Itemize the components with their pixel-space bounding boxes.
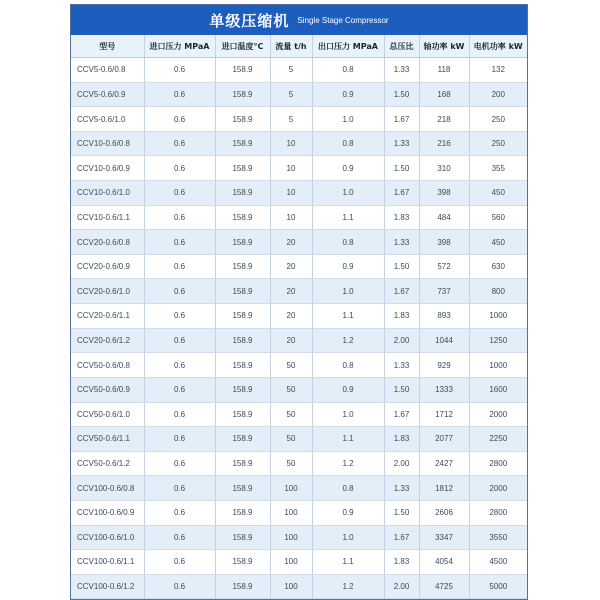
table-row [71, 328, 527, 353]
inlet-temp-cell: 158.9 [215, 156, 270, 181]
flow-cell: 20 [270, 230, 312, 255]
inlet-pressure-cell: 0.6 [144, 402, 215, 427]
model-cell: CCV20-0.6/1.2 [71, 328, 144, 353]
outlet-pressure-cell: 1.1 [312, 205, 384, 230]
pressure-ratio-cell: 1.83 [384, 304, 419, 329]
inlet-temp-cell: 158.9 [215, 550, 270, 575]
col-header-model: 型号 [71, 35, 144, 58]
col-header-inlet-pressure: 进口压力 MPaA [144, 35, 215, 58]
inlet-pressure-cell: 0.6 [144, 131, 215, 156]
shaft-power-cell: 737 [419, 279, 469, 304]
col-header-flow: 流量 t/h [270, 35, 312, 58]
model-cell: CCV10-0.6/1.0 [71, 181, 144, 206]
inlet-temp-cell: 158.9 [215, 230, 270, 255]
shaft-power-cell: 3347 [419, 525, 469, 550]
flow-cell: 50 [270, 377, 312, 402]
model-cell: CCV100-0.6/1.2 [71, 574, 144, 599]
outlet-pressure-cell: 1.2 [312, 574, 384, 599]
model-cell: CCV100-0.6/1.1 [71, 550, 144, 575]
outlet-pressure-cell: 0.9 [312, 254, 384, 279]
flow-cell: 10 [270, 131, 312, 156]
inlet-temp-cell: 158.9 [215, 500, 270, 525]
table-row [71, 451, 527, 476]
shaft-power-cell: 118 [419, 58, 469, 83]
inlet-temp-cell: 158.9 [215, 328, 270, 353]
motor-power-cell: 450 [469, 181, 527, 206]
pressure-ratio-cell: 1.50 [384, 156, 419, 181]
pressure-ratio-cell: 1.83 [384, 550, 419, 575]
motor-power-cell: 1600 [469, 377, 527, 402]
shaft-power-cell: 2077 [419, 427, 469, 452]
motor-power-cell: 630 [469, 254, 527, 279]
outlet-pressure-cell: 0.9 [312, 156, 384, 181]
shaft-power-cell: 216 [419, 131, 469, 156]
flow-cell: 50 [270, 353, 312, 378]
shaft-power-cell: 168 [419, 82, 469, 107]
table-row [71, 254, 527, 279]
motor-power-cell: 2000 [469, 476, 527, 501]
spec-sheet [70, 4, 528, 600]
model-cell: CCV20-0.6/0.9 [71, 254, 144, 279]
inlet-pressure-cell: 0.6 [144, 525, 215, 550]
outlet-pressure-cell: 1.1 [312, 427, 384, 452]
model-cell: CCV100-0.6/0.8 [71, 476, 144, 501]
inlet-pressure-cell: 0.6 [144, 107, 215, 132]
flow-cell: 20 [270, 304, 312, 329]
flow-cell: 5 [270, 58, 312, 83]
model-cell: CCV10-0.6/0.8 [71, 131, 144, 156]
flow-cell: 50 [270, 427, 312, 452]
table-row [71, 279, 527, 304]
title-en: Single Stage Compressor [297, 15, 389, 25]
flow-cell: 10 [270, 205, 312, 230]
motor-power-cell: 450 [469, 230, 527, 255]
table-row [71, 230, 527, 255]
inlet-temp-cell: 158.9 [215, 304, 270, 329]
motor-power-cell: 3550 [469, 525, 527, 550]
table-row [71, 574, 527, 599]
shaft-power-cell: 1812 [419, 476, 469, 501]
inlet-temp-cell: 158.9 [215, 427, 270, 452]
model-cell: CCV100-0.6/1.0 [71, 525, 144, 550]
inlet-pressure-cell: 0.6 [144, 427, 215, 452]
col-header-shaft-power: 轴功率 kW [419, 35, 469, 58]
motor-power-cell: 2250 [469, 427, 527, 452]
outlet-pressure-cell: 1.0 [312, 107, 384, 132]
inlet-pressure-cell: 0.6 [144, 574, 215, 599]
inlet-temp-cell: 158.9 [215, 525, 270, 550]
inlet-pressure-cell: 0.6 [144, 328, 215, 353]
pressure-ratio-cell: 1.67 [384, 181, 419, 206]
outlet-pressure-cell: 0.9 [312, 500, 384, 525]
pressure-ratio-cell: 1.33 [384, 476, 419, 501]
outlet-pressure-cell: 0.8 [312, 476, 384, 501]
model-cell: CCV50-0.6/1.2 [71, 451, 144, 476]
flow-cell: 100 [270, 476, 312, 501]
motor-power-cell: 250 [469, 107, 527, 132]
model-cell: CCV5-0.6/1.0 [71, 107, 144, 132]
inlet-temp-cell: 158.9 [215, 402, 270, 427]
shaft-power-cell: 398 [419, 181, 469, 206]
inlet-temp-cell: 158.9 [215, 181, 270, 206]
flow-cell: 20 [270, 279, 312, 304]
outlet-pressure-cell: 0.9 [312, 377, 384, 402]
motor-power-cell: 1000 [469, 304, 527, 329]
motor-power-cell: 2800 [469, 451, 527, 476]
model-cell: CCV50-0.6/0.9 [71, 377, 144, 402]
shaft-power-cell: 4054 [419, 550, 469, 575]
motor-power-cell: 2800 [469, 500, 527, 525]
model-cell: CCV10-0.6/0.9 [71, 156, 144, 181]
outlet-pressure-cell: 1.1 [312, 304, 384, 329]
title-bar [71, 5, 527, 35]
inlet-pressure-cell: 0.6 [144, 181, 215, 206]
table-body [71, 58, 527, 599]
shaft-power-cell: 2606 [419, 500, 469, 525]
outlet-pressure-cell: 1.2 [312, 328, 384, 353]
pressure-ratio-cell: 1.33 [384, 131, 419, 156]
shaft-power-cell: 1333 [419, 377, 469, 402]
model-cell: CCV10-0.6/1.1 [71, 205, 144, 230]
table-row [71, 476, 527, 501]
shaft-power-cell: 218 [419, 107, 469, 132]
col-header-outlet-pressure: 出口压力 MPaA [312, 35, 384, 58]
inlet-pressure-cell: 0.6 [144, 279, 215, 304]
inlet-temp-cell: 158.9 [215, 82, 270, 107]
inlet-temp-cell: 158.9 [215, 254, 270, 279]
col-header-motor-power: 电机功率 kW [469, 35, 527, 58]
flow-cell: 5 [270, 82, 312, 107]
spec-table [71, 35, 527, 599]
table-row [71, 205, 527, 230]
flow-cell: 100 [270, 500, 312, 525]
outlet-pressure-cell: 0.8 [312, 230, 384, 255]
shaft-power-cell: 2427 [419, 451, 469, 476]
flow-cell: 5 [270, 107, 312, 132]
inlet-pressure-cell: 0.6 [144, 156, 215, 181]
flow-cell: 10 [270, 181, 312, 206]
outlet-pressure-cell: 0.8 [312, 353, 384, 378]
shaft-power-cell: 893 [419, 304, 469, 329]
inlet-pressure-cell: 0.6 [144, 304, 215, 329]
table-row [71, 525, 527, 550]
pressure-ratio-cell: 1.50 [384, 82, 419, 107]
model-cell: CCV20-0.6/1.1 [71, 304, 144, 329]
col-header-inlet-temp: 进口温度°C [215, 35, 270, 58]
flow-cell: 20 [270, 328, 312, 353]
inlet-pressure-cell: 0.6 [144, 82, 215, 107]
inlet-pressure-cell: 0.6 [144, 353, 215, 378]
table-row [71, 181, 527, 206]
motor-power-cell: 560 [469, 205, 527, 230]
inlet-pressure-cell: 0.6 [144, 230, 215, 255]
inlet-pressure-cell: 0.6 [144, 58, 215, 83]
model-cell: CCV50-0.6/0.8 [71, 353, 144, 378]
outlet-pressure-cell: 1.1 [312, 550, 384, 575]
inlet-temp-cell: 158.9 [215, 279, 270, 304]
outlet-pressure-cell: 1.0 [312, 525, 384, 550]
inlet-pressure-cell: 0.6 [144, 550, 215, 575]
motor-power-cell: 5000 [469, 574, 527, 599]
inlet-pressure-cell: 0.6 [144, 451, 215, 476]
table-row [71, 156, 527, 181]
table-row [71, 82, 527, 107]
motor-power-cell: 355 [469, 156, 527, 181]
motor-power-cell: 800 [469, 279, 527, 304]
pressure-ratio-cell: 1.67 [384, 525, 419, 550]
flow-cell: 100 [270, 550, 312, 575]
pressure-ratio-cell: 2.00 [384, 451, 419, 476]
motor-power-cell: 1000 [469, 353, 527, 378]
pressure-ratio-cell: 1.50 [384, 377, 419, 402]
model-cell: CCV50-0.6/1.1 [71, 427, 144, 452]
inlet-temp-cell: 158.9 [215, 205, 270, 230]
inlet-temp-cell: 158.9 [215, 107, 270, 132]
col-header-pressure-ratio: 总压比 [384, 35, 419, 58]
pressure-ratio-cell: 1.83 [384, 427, 419, 452]
outlet-pressure-cell: 1.2 [312, 451, 384, 476]
model-cell: CCV20-0.6/1.0 [71, 279, 144, 304]
pressure-ratio-cell: 1.33 [384, 230, 419, 255]
outlet-pressure-cell: 1.0 [312, 402, 384, 427]
motor-power-cell: 250 [469, 131, 527, 156]
shaft-power-cell: 929 [419, 353, 469, 378]
table-row [71, 500, 527, 525]
shaft-power-cell: 572 [419, 254, 469, 279]
shaft-power-cell: 398 [419, 230, 469, 255]
pressure-ratio-cell: 1.83 [384, 205, 419, 230]
shaft-power-cell: 310 [419, 156, 469, 181]
shaft-power-cell: 1712 [419, 402, 469, 427]
pressure-ratio-cell: 1.67 [384, 402, 419, 427]
inlet-temp-cell: 158.9 [215, 377, 270, 402]
table-row [71, 58, 527, 83]
shaft-power-cell: 484 [419, 205, 469, 230]
flow-cell: 50 [270, 402, 312, 427]
pressure-ratio-cell: 1.33 [384, 353, 419, 378]
table-row [71, 353, 527, 378]
inlet-temp-cell: 158.9 [215, 476, 270, 501]
shaft-power-cell: 4725 [419, 574, 469, 599]
table-row [71, 377, 527, 402]
header-row [71, 35, 527, 58]
inlet-pressure-cell: 0.6 [144, 377, 215, 402]
inlet-temp-cell: 158.9 [215, 58, 270, 83]
outlet-pressure-cell: 0.9 [312, 82, 384, 107]
table-row [71, 304, 527, 329]
pressure-ratio-cell: 1.67 [384, 279, 419, 304]
flow-cell: 100 [270, 525, 312, 550]
table-row [71, 131, 527, 156]
outlet-pressure-cell: 0.8 [312, 58, 384, 83]
pressure-ratio-cell: 1.67 [384, 107, 419, 132]
outlet-pressure-cell: 1.0 [312, 279, 384, 304]
pressure-ratio-cell: 2.00 [384, 328, 419, 353]
model-cell: CCV5-0.6/0.9 [71, 82, 144, 107]
inlet-pressure-cell: 0.6 [144, 500, 215, 525]
inlet-temp-cell: 158.9 [215, 131, 270, 156]
inlet-temp-cell: 158.9 [215, 353, 270, 378]
model-cell: CCV20-0.6/0.8 [71, 230, 144, 255]
inlet-pressure-cell: 0.6 [144, 205, 215, 230]
shaft-power-cell: 1044 [419, 328, 469, 353]
flow-cell: 100 [270, 574, 312, 599]
motor-power-cell: 4500 [469, 550, 527, 575]
inlet-temp-cell: 158.9 [215, 451, 270, 476]
inlet-temp-cell: 158.9 [215, 574, 270, 599]
motor-power-cell: 132 [469, 58, 527, 83]
flow-cell: 20 [270, 254, 312, 279]
flow-cell: 50 [270, 451, 312, 476]
inlet-pressure-cell: 0.6 [144, 254, 215, 279]
table-row [71, 107, 527, 132]
table-row [71, 402, 527, 427]
pressure-ratio-cell: 1.33 [384, 58, 419, 83]
outlet-pressure-cell: 0.8 [312, 131, 384, 156]
title-zh: 单级压缩机 [209, 11, 290, 30]
table-row [71, 550, 527, 575]
inlet-pressure-cell: 0.6 [144, 476, 215, 501]
table-row [71, 427, 527, 452]
pressure-ratio-cell: 1.50 [384, 254, 419, 279]
motor-power-cell: 200 [469, 82, 527, 107]
model-cell: CCV5-0.6/0.8 [71, 58, 144, 83]
motor-power-cell: 2000 [469, 402, 527, 427]
pressure-ratio-cell: 2.00 [384, 574, 419, 599]
motor-power-cell: 1250 [469, 328, 527, 353]
flow-cell: 10 [270, 156, 312, 181]
model-cell: CCV50-0.6/1.0 [71, 402, 144, 427]
model-cell: CCV100-0.6/0.9 [71, 500, 144, 525]
pressure-ratio-cell: 1.50 [384, 500, 419, 525]
outlet-pressure-cell: 1.0 [312, 181, 384, 206]
